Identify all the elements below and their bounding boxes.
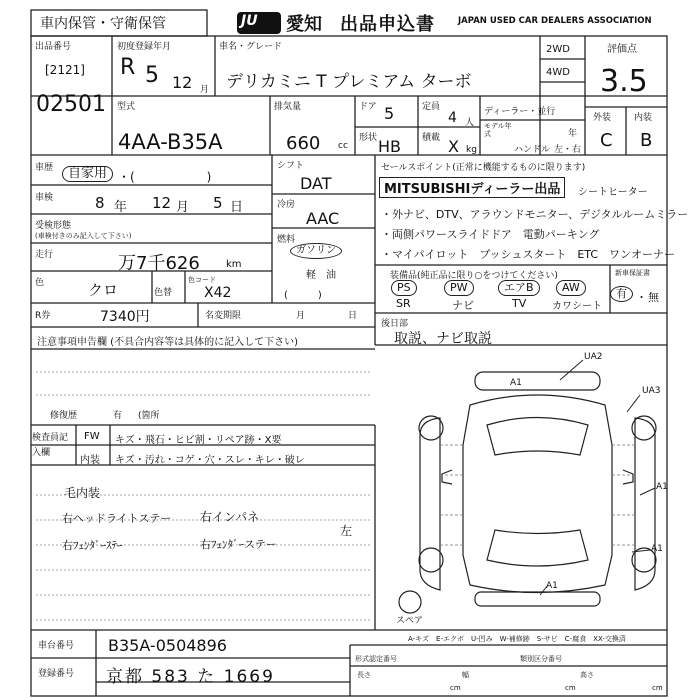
warranty-label: 新車保証書 [615, 269, 650, 277]
model-code: 4AA-B35A [118, 130, 223, 154]
equip-airbag: エアB [498, 280, 540, 296]
spare-label: スペア [396, 616, 424, 626]
chassis-label: 車台番号 [38, 641, 75, 651]
load-value: X [448, 137, 459, 156]
interior-score: B [640, 130, 653, 151]
inspection-day-unit: 日 [230, 200, 244, 215]
interior-label: 内装 [634, 113, 653, 123]
name-change-day: 日 [348, 311, 358, 321]
capacity-value: 4 [448, 110, 457, 126]
cc-unit: cc [338, 141, 348, 151]
selling-brand: MITSUBISHIディーラー出品 [379, 177, 565, 198]
plate-number: 京都 583 た 1669 [106, 667, 275, 687]
diagram-mark-2: A1 [510, 378, 522, 388]
repair-label: 修復歴 [50, 411, 78, 421]
equip-navi: ナビ [452, 299, 474, 312]
lot-bracket: [2121] [45, 63, 85, 77]
ac-value: AAC [306, 209, 340, 228]
capacity-unit: 人 [465, 118, 475, 128]
inspector-row2: キズ・汚れ・コゲ・穴・スレ・キレ・破レ [115, 455, 305, 466]
repair-place: (箇所 [138, 411, 160, 421]
load-unit: kg [466, 145, 477, 155]
equip-aw: AW [556, 280, 586, 296]
shift-value: DAT [300, 174, 332, 193]
registration-year: 5 [145, 63, 159, 88]
dim-length: 長さ [357, 671, 371, 679]
mileage-label: 走行 [35, 250, 54, 260]
inspector-note3: 右インパネ [200, 510, 260, 524]
selling-label: セールスポイント(正常に機能するものに限ります) [381, 163, 586, 173]
displacement-value: 660 [286, 133, 321, 154]
dims-label: 形式認定番号 [355, 655, 397, 663]
warranty-no-sep: ・ [636, 291, 647, 304]
grade-score: 3.5 [600, 64, 648, 99]
handle-label: ハンドル [514, 145, 551, 155]
inspector-label: 検査員記入欄 [32, 433, 69, 458]
selling-line3: ・両側パワースライドドア 電動パーキング [381, 228, 600, 241]
inspector-note2: 右ヘッドライトステー [62, 512, 172, 525]
inspector-note6: 左 [340, 524, 353, 538]
doors-label: ドア [359, 102, 377, 112]
selling-line1: シートヒーター [578, 187, 648, 198]
registration-month: 12 [172, 73, 193, 92]
inspection-day: 5 [213, 194, 223, 212]
color-code-label: 色コード [188, 276, 216, 284]
model-type-label: 型式 [117, 102, 136, 112]
accept-note: (車検付きのみ記入して下さい) [35, 232, 132, 240]
equip-kawa: カワシート [552, 301, 602, 312]
org-name: 愛知 [286, 14, 322, 35]
r-ticket-label: R券 [35, 311, 51, 321]
remarks-label: 後日部 [381, 319, 409, 329]
inspector-fw: FW [84, 431, 100, 442]
color-code: X42 [204, 285, 232, 301]
vehicle-name: デリカミニ T プレミアム ターボ [226, 72, 472, 92]
form-title: 出品申込書 [340, 14, 435, 35]
shape-value: HB [378, 137, 402, 156]
fuel-gasoline: ガソリン [290, 243, 342, 259]
equipment-label: 装備品(純正品に限り○をつけてください) [390, 271, 558, 281]
association-name: JAPAN USED CAR DEALERS ASSOCIATION [458, 16, 652, 26]
capacity-label: 定員 [422, 102, 441, 112]
mileage-value: 万7千626 [118, 253, 200, 274]
exterior-score: C [600, 130, 613, 151]
name-change-month: 月 [296, 311, 306, 321]
inspection-month: 12 [152, 194, 172, 212]
chassis-number: B35A-0504896 [108, 636, 227, 655]
mileage-unit: km [226, 259, 242, 270]
fuel-label: 燃料 [277, 235, 296, 245]
load-label: 積載 [422, 133, 441, 143]
equip-tv: TV [512, 297, 527, 310]
handle-options: 左・右 [554, 145, 582, 155]
dim-height: 高さ [580, 671, 594, 679]
name-change-label: 名変期限 [205, 311, 242, 321]
dim-cm-1: cm [450, 684, 461, 692]
history-extra: ・( ) [118, 170, 212, 184]
inspection-label: 車検 [35, 193, 54, 203]
remarks-value: 取説、ナビ取説 [394, 331, 492, 347]
inspection-year-unit: 年 [114, 200, 128, 215]
damage-legend: A-キズ E-エクボ U-凹み W-補修跡 S-サビ C-腐食 XX-交換済 [408, 635, 626, 643]
dim-width: 幅 [462, 671, 469, 679]
fuel-diesel: 軽 油 [306, 270, 336, 281]
warranty-yes: 有 [610, 286, 633, 302]
storage-label: 車内保管・守衛保管 [40, 16, 166, 32]
drive-4wd: 4WD [546, 67, 570, 78]
ju-logo: JU [241, 13, 258, 29]
ac-label: 冷房 [277, 200, 296, 210]
equip-pw: PW [444, 280, 474, 296]
warranty-no: 無 [648, 291, 659, 304]
inspector-note1: 毛内装 [64, 486, 101, 500]
exterior-label: 外装 [593, 113, 612, 123]
doors-value: 5 [384, 104, 395, 123]
diagram-mark-5: A1 [651, 544, 663, 554]
equip-ps: PS [391, 280, 417, 296]
equip-sr: SR [396, 297, 411, 310]
repair-value: 有 [113, 411, 123, 421]
inspector-interior: 内装 [80, 455, 100, 466]
notes-label: 注意事項申告欄 (不具合内容等は具体的に記入して下さい) [37, 337, 298, 348]
inspection-month-unit: 月 [176, 200, 190, 215]
diagram-mark-3: UA3 [642, 386, 661, 396]
displacement-label: 排気量 [274, 102, 302, 112]
inspector-row1: キズ・飛石・ヒビ割・リペア跡・X要 [115, 435, 282, 446]
color-label: 色 [35, 278, 45, 288]
grade-label: 評価点 [607, 44, 637, 55]
diagram-mark-4: A1 [656, 482, 668, 492]
history-value: 自家用 [62, 166, 113, 182]
dim-cm-3: cm [652, 684, 663, 692]
color-change-label: 色替 [154, 288, 173, 298]
selling-line2: ・外ナビ、DTV、アラウンドモニター、デジタルルームミラー [381, 208, 689, 221]
color-value: クロ [88, 281, 119, 299]
lot-number: 02501 [36, 92, 106, 117]
history-label: 車歴 [35, 163, 54, 173]
model-year-label: モデル年式 [484, 122, 512, 138]
registration-label: 初度登録年月 [117, 42, 172, 52]
dims2-label: 類別区分番号 [520, 655, 562, 663]
registration-month-unit: 月 [200, 85, 210, 95]
fuel-other: ( ) [284, 290, 322, 301]
accept-label: 受検形態 [35, 221, 72, 231]
registration-era: R [120, 55, 136, 80]
inspector-note4: 右ﾌｪﾝﾀﾞｰｽﾃｰ [62, 539, 123, 552]
lot-label: 出品番号 [35, 42, 72, 52]
plate-label: 登録番号 [38, 669, 75, 679]
shift-label: シフト [277, 161, 305, 171]
r-ticket-value: 7340円 [100, 309, 150, 325]
diagram-mark-6: A1 [546, 581, 558, 591]
dim-cm-2: cm [565, 684, 576, 692]
model-year-unit: 年 [568, 129, 578, 139]
inspection-year: 8 [95, 194, 105, 212]
vehicle-name-label: 車名・グレード [219, 42, 283, 52]
diagram-mark-1: UA2 [584, 352, 603, 362]
dealer-label: ディーラー・並行 [484, 107, 556, 117]
inspector-note5: 右ﾌｪﾝﾀﾞｰステー [200, 538, 277, 551]
drive-2wd: 2WD [546, 44, 570, 55]
shape-label: 形状 [359, 133, 378, 143]
selling-line4: ・マイパイロット プッシュスタート ETC ワンオーナー [381, 248, 676, 261]
